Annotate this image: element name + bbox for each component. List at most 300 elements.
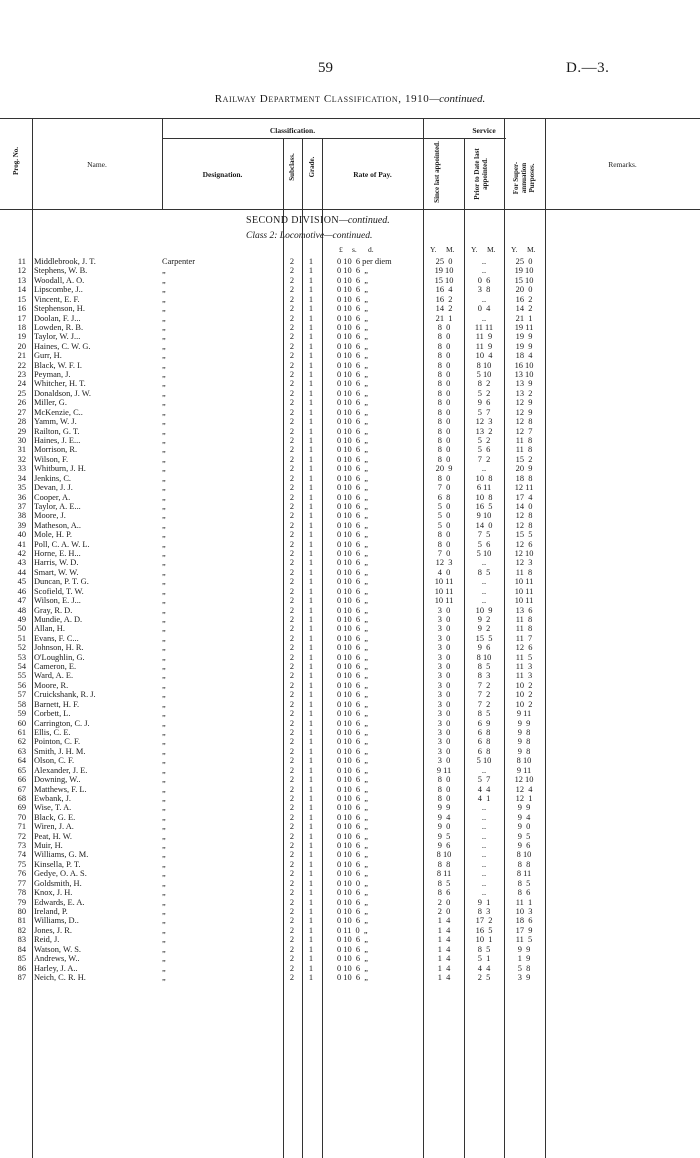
service-since-last: 8 0 xyxy=(437,473,451,483)
service-since-last: 1 4 xyxy=(437,972,451,982)
service-since-last: 2 0 xyxy=(437,906,451,916)
service-prior: 10 1 xyxy=(475,935,493,945)
grade: 1 xyxy=(308,558,314,568)
table-row xyxy=(0,624,700,633)
rate-of-pay: 0 10 6 „ xyxy=(337,605,368,615)
designation: „ xyxy=(162,897,166,907)
designation: Carpenter xyxy=(162,257,196,266)
unit-months-2: M. xyxy=(487,245,496,254)
employee-name: Smart, W. W. xyxy=(34,567,79,577)
table-row xyxy=(0,568,700,577)
service-prior: 9 2 xyxy=(477,614,491,624)
designation: „ xyxy=(162,530,166,540)
employee-name: Wiren, J. A. xyxy=(34,822,74,832)
service-prior: 7 5 xyxy=(477,530,491,540)
subclass: 2 xyxy=(289,285,295,295)
designation: „ xyxy=(162,963,166,973)
service-superannuation: 10 2 xyxy=(515,699,533,709)
grade: 1 xyxy=(308,633,314,643)
grade: 1 xyxy=(308,944,314,954)
prog-number: 70 xyxy=(17,812,26,822)
subclass: 2 xyxy=(289,596,295,606)
subclass: 2 xyxy=(289,662,295,672)
table-row xyxy=(0,907,700,916)
unit-months-1: M. xyxy=(446,245,455,254)
subclass: 2 xyxy=(289,304,295,314)
designation: „ xyxy=(162,775,166,785)
service-prior: .. xyxy=(481,878,487,888)
service-since-last: 3 0 xyxy=(437,671,451,681)
designation: „ xyxy=(162,388,166,398)
service-since-last: 3 0 xyxy=(437,643,451,653)
grade: 1 xyxy=(308,275,314,285)
rate-of-pay: 0 10 6 „ xyxy=(337,652,368,662)
service-since-last: 8 0 xyxy=(437,784,451,794)
grade: 1 xyxy=(308,426,314,436)
service-since-last: 8 0 xyxy=(437,379,451,389)
grade: 1 xyxy=(308,888,314,898)
service-since-last: 3 0 xyxy=(437,737,451,747)
subclass: 2 xyxy=(289,737,295,747)
employee-name: Johnson, H. R. xyxy=(34,643,84,653)
service-prior: 5 6 xyxy=(477,539,491,549)
subclass: 2 xyxy=(289,332,295,342)
rate-of-pay: 0 10 6 „ xyxy=(337,972,368,982)
service-since-last: 9 5 xyxy=(437,831,451,841)
grade: 1 xyxy=(308,746,314,756)
employee-name: Taylor, A. E... xyxy=(34,501,81,511)
grade: 1 xyxy=(308,869,314,879)
service-superannuation: 9 9 xyxy=(517,944,531,954)
service-superannuation: 18 6 xyxy=(515,916,533,926)
service-superannuation: 17 9 xyxy=(515,925,533,935)
service-superannuation: 15 10 xyxy=(514,275,534,285)
employee-name: Williams, D.. xyxy=(34,916,79,926)
rate-of-pay: 0 10 6 „ xyxy=(337,266,368,276)
service-since-last: 1 4 xyxy=(437,963,451,973)
designation: „ xyxy=(162,520,166,530)
prog-number: 43 xyxy=(17,558,26,568)
prog-number: 69 xyxy=(17,803,26,813)
prog-number: 27 xyxy=(17,407,26,417)
service-prior: 16 5 xyxy=(475,925,493,935)
rate-of-pay: 0 10 0 „ xyxy=(337,878,368,888)
prog-number: 60 xyxy=(17,718,26,728)
service-since-last: 8 0 xyxy=(437,530,451,540)
prog-number: 33 xyxy=(17,464,26,474)
designation: „ xyxy=(162,680,166,690)
grade: 1 xyxy=(308,341,314,351)
subclass: 2 xyxy=(289,850,295,860)
service-since-last: 8 0 xyxy=(437,454,451,464)
table-row xyxy=(0,417,700,426)
subclass: 2 xyxy=(289,690,295,700)
prog-number: 32 xyxy=(17,454,26,464)
employee-name: Ewbank, J. xyxy=(34,793,71,803)
table-row xyxy=(0,596,700,605)
grade: 1 xyxy=(308,652,314,662)
service-prior: 8 3 xyxy=(477,906,491,916)
service-prior: .. xyxy=(481,859,487,869)
header-grade: Grade. xyxy=(308,156,316,178)
service-prior: 5 2 xyxy=(477,388,491,398)
subclass: 2 xyxy=(289,897,295,907)
employee-name: Lowden, R. B. xyxy=(34,322,84,332)
designation: „ xyxy=(162,906,166,916)
unit-years-1: Y. xyxy=(430,245,437,254)
rate-of-pay: 0 10 6 „ xyxy=(337,492,368,502)
service-since-last: 3 0 xyxy=(437,718,451,728)
employee-name: Yamm, W. J. xyxy=(34,417,77,427)
service-prior: 5 10 xyxy=(476,756,492,766)
service-prior: .. xyxy=(481,812,487,822)
prog-number: 34 xyxy=(17,473,26,483)
service-superannuation: 10 11 xyxy=(514,586,534,596)
rate-of-pay: 0 10 6 „ xyxy=(337,803,368,813)
employee-name: Muir, H. xyxy=(34,841,63,851)
service-since-last: 3 0 xyxy=(437,680,451,690)
rate-of-pay: 0 10 6 „ xyxy=(337,718,368,728)
grade: 1 xyxy=(308,690,314,700)
service-prior: 9 6 xyxy=(477,643,491,653)
table-row xyxy=(0,653,700,662)
grade: 1 xyxy=(308,530,314,540)
header-subclass: Subclass. xyxy=(288,153,296,181)
designation: „ xyxy=(162,633,166,643)
grade: 1 xyxy=(308,784,314,794)
prog-number: 37 xyxy=(17,501,26,511)
rate-of-pay: 0 10 6 „ xyxy=(337,728,368,737)
rate-of-pay: 0 10 6 „ xyxy=(337,388,368,398)
prog-number: 21 xyxy=(17,351,26,361)
service-prior: 17 2 xyxy=(475,916,493,926)
subclass: 2 xyxy=(289,699,295,709)
rate-of-pay: 0 10 6 „ xyxy=(337,304,368,314)
service-since-last: 2 0 xyxy=(437,897,451,907)
class-heading: Class 2: Locomotive—continued. xyxy=(246,231,373,241)
subclass: 2 xyxy=(289,643,295,653)
employee-name: Lipscombe, J.. xyxy=(34,285,83,295)
service-since-last: 1 4 xyxy=(437,935,451,945)
subclass: 2 xyxy=(289,313,295,323)
header-classification: Classification. xyxy=(269,126,316,135)
service-superannuation: 10 3 xyxy=(515,906,533,916)
designation: „ xyxy=(162,841,166,851)
table-row xyxy=(0,662,700,671)
rate-of-pay: 0 10 6 „ xyxy=(337,511,368,521)
prog-number: 71 xyxy=(17,822,26,832)
service-prior: 7 2 xyxy=(477,690,491,700)
designation: „ xyxy=(162,492,166,502)
grade: 1 xyxy=(308,671,314,681)
designation: „ xyxy=(162,718,166,728)
service-superannuation: 9 6 xyxy=(517,841,531,851)
service-superannuation: 11 8 xyxy=(515,445,533,455)
table-row xyxy=(0,766,700,775)
division-heading: SECOND DIVISION—continued. xyxy=(246,215,390,226)
subclass: 2 xyxy=(289,944,295,954)
grade: 1 xyxy=(308,473,314,483)
service-superannuation: 13 9 xyxy=(515,379,533,389)
service-superannuation: 13 10 xyxy=(514,370,534,380)
service-since-last: 10 11 xyxy=(434,577,454,587)
grade: 1 xyxy=(308,294,314,304)
service-superannuation: 11 8 xyxy=(515,567,533,577)
employee-name: Peyman, J. xyxy=(34,370,71,380)
subclass: 2 xyxy=(289,407,295,417)
subclass: 2 xyxy=(289,473,295,483)
designation: „ xyxy=(162,822,166,832)
service-superannuation: 12 1 xyxy=(515,793,533,803)
rate-of-pay: 0 10 6 „ xyxy=(337,398,368,408)
service-since-last: 3 0 xyxy=(437,709,451,719)
table-row xyxy=(0,850,700,859)
grade: 1 xyxy=(308,285,314,295)
employee-name: Stephens, W. B. xyxy=(34,266,88,276)
prog-number: 68 xyxy=(17,793,26,803)
service-superannuation: 12 6 xyxy=(515,539,533,549)
employee-name: Cooper, A. xyxy=(34,492,71,502)
employee-name: Pointon, C. F. xyxy=(34,737,81,747)
designation: „ xyxy=(162,643,166,653)
employee-name: Wilson, E. J... xyxy=(34,596,81,606)
service-superannuation: 11 5 xyxy=(515,652,533,662)
service-since-last: 8 0 xyxy=(437,793,451,803)
table-row xyxy=(0,700,700,709)
employee-name: Evans, F. C... xyxy=(34,633,79,643)
subclass: 2 xyxy=(289,445,295,455)
prog-number: 82 xyxy=(17,925,26,935)
rate-of-pay: 0 10 6 „ xyxy=(337,680,368,690)
service-prior: 9 1 xyxy=(477,897,491,907)
prog-number: 28 xyxy=(17,417,26,427)
rate-of-pay: 0 10 6 „ xyxy=(337,850,368,860)
employee-name: Williams, G. M. xyxy=(34,850,89,860)
page-title: Railway Department Classification, 1910—continued. xyxy=(214,93,486,105)
service-since-last: 8 0 xyxy=(437,351,451,361)
rate-of-pay: 0 10 6 „ xyxy=(337,775,368,785)
designation: „ xyxy=(162,370,166,380)
table-row xyxy=(0,304,700,313)
subclass: 2 xyxy=(289,567,295,577)
prog-number: 86 xyxy=(17,963,26,973)
service-superannuation: 11 7 xyxy=(515,633,533,643)
service-prior: 6 8 xyxy=(477,746,491,756)
rate-of-pay: 0 10 6 „ xyxy=(337,360,368,370)
table-row xyxy=(0,615,700,624)
rate-of-pay: 0 10 6 „ xyxy=(337,379,368,389)
service-since-last: 1 4 xyxy=(437,954,451,964)
designation: „ xyxy=(162,746,166,756)
subclass: 2 xyxy=(289,417,295,427)
rate-of-pay: 0 10 6 „ xyxy=(337,454,368,464)
service-since-last: 9 4 xyxy=(437,812,451,822)
designation: „ xyxy=(162,793,166,803)
prog-number: 58 xyxy=(17,699,26,709)
designation: „ xyxy=(162,341,166,351)
grade: 1 xyxy=(308,567,314,577)
prog-number: 61 xyxy=(17,728,26,737)
designation: „ xyxy=(162,275,166,285)
service-since-last: 16 4 xyxy=(435,285,453,295)
employee-name: Alexander, J. E. xyxy=(34,765,88,775)
subclass: 2 xyxy=(289,370,295,380)
table-row xyxy=(0,577,700,586)
prog-number: 76 xyxy=(17,869,26,879)
table-row xyxy=(0,869,700,878)
table-row xyxy=(0,314,700,323)
rate-of-pay: 0 10 6 „ xyxy=(337,831,368,841)
rate-of-pay: 0 10 6 „ xyxy=(337,756,368,766)
rate-of-pay: 0 10 6 „ xyxy=(337,897,368,907)
grade: 1 xyxy=(308,841,314,851)
rate-of-pay: 0 10 6 „ xyxy=(337,746,368,756)
prog-number: 29 xyxy=(17,426,26,436)
grade: 1 xyxy=(308,445,314,455)
employee-name: O'Loughlin, G. xyxy=(34,652,85,662)
rate-of-pay: 0 10 6 „ xyxy=(337,633,368,643)
table-row xyxy=(0,332,700,341)
employee-name: Black, G. E. xyxy=(34,812,76,822)
service-superannuation: 8 11 xyxy=(516,869,532,879)
employee-name: Matthews, F. L. xyxy=(34,784,87,794)
employee-name: Mundie, A. D. xyxy=(34,614,83,624)
employee-name: Carrington, C. J. xyxy=(34,718,90,728)
subclass: 2 xyxy=(289,803,295,813)
grade: 1 xyxy=(308,257,314,266)
designation: „ xyxy=(162,709,166,719)
subclass: 2 xyxy=(289,511,295,521)
employee-name: Devan, J. J. xyxy=(34,483,73,493)
employee-name: Knox, J. H. xyxy=(34,888,73,898)
employee-name: Taylor, W. J... xyxy=(34,332,81,342)
prog-number: 36 xyxy=(17,492,26,502)
designation: „ xyxy=(162,831,166,841)
unit-pence: d. xyxy=(368,245,374,254)
service-since-last: 8 10 xyxy=(436,850,452,860)
employee-name: Jones, J. R. xyxy=(34,925,72,935)
grade: 1 xyxy=(308,360,314,370)
service-prior: 7 2 xyxy=(477,699,491,709)
subclass: 2 xyxy=(289,680,295,690)
service-prior: 8 5 xyxy=(477,709,491,719)
employee-name: Allan, H. xyxy=(34,624,65,634)
grade: 1 xyxy=(308,266,314,276)
service-superannuation: 3 9 xyxy=(517,972,531,982)
table-row xyxy=(0,803,700,812)
service-prior: .. xyxy=(481,266,487,276)
grade: 1 xyxy=(308,775,314,785)
rate-of-pay: 0 10 6 „ xyxy=(337,737,368,747)
rate-of-pay: 0 10 6 „ xyxy=(337,614,368,624)
service-since-last: 3 0 xyxy=(437,662,451,672)
prog-number: 17 xyxy=(17,313,26,323)
subclass: 2 xyxy=(289,841,295,851)
header-rate-of-pay: Rate of Pay. xyxy=(353,170,392,179)
rate-of-pay: 0 10 6 „ xyxy=(337,351,368,361)
service-superannuation: 25 0 xyxy=(515,257,533,266)
prog-number: 65 xyxy=(17,765,26,775)
service-since-last: 25 0 xyxy=(435,257,453,266)
prog-number: 45 xyxy=(17,577,26,587)
grade: 1 xyxy=(308,765,314,775)
unit-months-3: M. xyxy=(527,245,536,254)
rate-of-pay: 0 10 6 „ xyxy=(337,586,368,596)
service-since-last: 21 1 xyxy=(435,313,453,323)
designation: „ xyxy=(162,925,166,935)
page-number: 59 xyxy=(318,60,333,76)
service-since-last: 8 0 xyxy=(437,417,451,427)
grade: 1 xyxy=(308,812,314,822)
subclass: 2 xyxy=(289,294,295,304)
service-superannuation: 12 3 xyxy=(515,558,533,568)
prog-number: 31 xyxy=(17,445,26,455)
service-prior: 8 2 xyxy=(477,379,491,389)
employee-name: Black, W. F. I. xyxy=(34,360,82,370)
designation: „ xyxy=(162,624,166,634)
service-since-last: 8 0 xyxy=(437,388,451,398)
rate-of-pay: 0 10 6 „ xyxy=(337,944,368,954)
grade: 1 xyxy=(308,643,314,653)
service-prior: .. xyxy=(481,841,487,851)
service-since-last: 3 0 xyxy=(437,746,451,756)
employee-name: Haines, J. E... xyxy=(34,435,81,445)
service-superannuation: 12 11 xyxy=(514,483,534,493)
table-row xyxy=(0,954,700,963)
grade: 1 xyxy=(308,539,314,549)
rate-of-pay: 0 10 6 „ xyxy=(337,313,368,323)
service-since-last: 8 0 xyxy=(437,341,451,351)
service-superannuation: 19 9 xyxy=(515,341,533,351)
prog-number: 25 xyxy=(17,388,26,398)
employee-name: Jenkins, C. xyxy=(34,473,71,483)
table-row xyxy=(0,370,700,379)
service-superannuation: 12 6 xyxy=(515,643,533,653)
service-prior: .. xyxy=(481,822,487,832)
unit-years-3: Y. xyxy=(511,245,518,254)
employee-name: Wilson, F. xyxy=(34,454,69,464)
prog-number: 56 xyxy=(17,680,26,690)
employee-name: Vincent, E. F. xyxy=(34,294,80,304)
rate-of-pay: 0 10 6 „ xyxy=(337,709,368,719)
prog-number: 85 xyxy=(17,954,26,964)
rate-of-pay: 0 10 6 „ xyxy=(337,426,368,436)
rate-of-pay: 0 10 6 „ xyxy=(337,662,368,672)
designation: „ xyxy=(162,935,166,945)
subclass: 2 xyxy=(289,558,295,568)
subclass: 2 xyxy=(289,633,295,643)
prog-number: 35 xyxy=(17,483,26,493)
service-since-last: 14 2 xyxy=(435,304,453,314)
rate-of-pay: 0 10 6 „ xyxy=(337,341,368,351)
table-row xyxy=(0,775,700,784)
service-superannuation: 8 6 xyxy=(517,888,531,898)
rate-of-pay: 0 10 6 „ xyxy=(337,624,368,634)
table-row xyxy=(0,926,700,935)
rate-of-pay: 0 10 6 „ xyxy=(337,841,368,851)
grade: 1 xyxy=(308,850,314,860)
designation: „ xyxy=(162,869,166,879)
rate-of-pay: 0 10 6 „ xyxy=(337,370,368,380)
grade: 1 xyxy=(308,407,314,417)
table-row xyxy=(0,427,700,436)
employee-name: Ellis, C. E. xyxy=(34,728,71,737)
service-prior: .. xyxy=(481,869,487,879)
prog-number: 51 xyxy=(17,633,26,643)
service-since-last: 8 0 xyxy=(437,407,451,417)
service-since-last: 3 0 xyxy=(437,699,451,709)
header-since-last: Since last appointed. xyxy=(433,141,441,203)
